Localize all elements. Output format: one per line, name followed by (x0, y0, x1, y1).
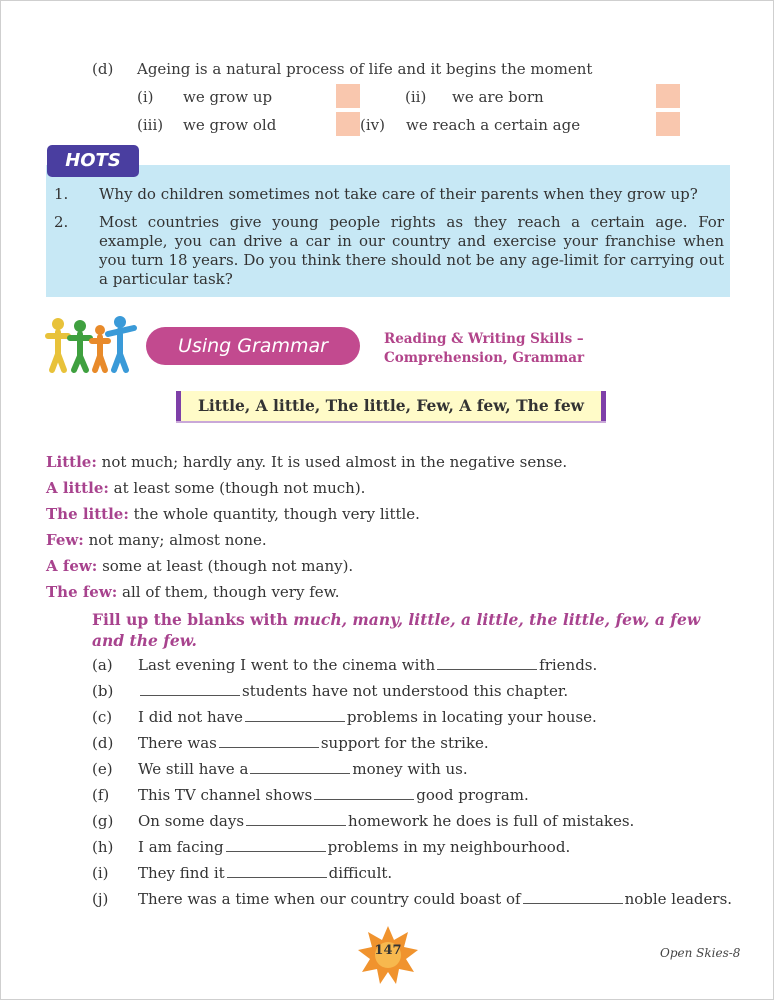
option-label: (i) (137, 88, 154, 106)
answer-blank[interactable] (227, 865, 327, 878)
option-answer-box[interactable] (336, 84, 360, 108)
item-label: (b) (92, 682, 114, 700)
book-title: Open Skies-8 (660, 946, 741, 960)
definition-text: the whole quantity, though very little. (128, 505, 420, 523)
skills-line: Reading & Writing Skills – (384, 331, 584, 347)
option-text: we reach a certain age (406, 116, 581, 134)
definition-text: not many; almost none. (83, 531, 267, 549)
item-label: (i) (92, 864, 109, 882)
hots-text: Why do children sometimes not take care of their parents when they grow up? (99, 185, 698, 203)
item-before: There was (138, 734, 217, 752)
answer-blank[interactable] (226, 839, 326, 852)
exercise-item (92, 734, 489, 752)
exercise-item (92, 812, 634, 830)
item-after: good program. (416, 786, 529, 804)
option-answer-box[interactable] (656, 84, 680, 108)
instruction-prefix: Fill up the blanks with (92, 610, 294, 629)
instruction-words: much, many, little, a little, the little, few, a few and the few. (92, 610, 701, 650)
hots-number: 1. (54, 185, 69, 203)
option-label: (iii) (137, 116, 164, 134)
item-label: (f) (92, 786, 110, 804)
definition (46, 505, 420, 523)
definition (46, 531, 267, 549)
item-before: This TV channel shows (138, 786, 313, 804)
skills-heading (384, 330, 614, 368)
answer-blank[interactable] (219, 735, 319, 748)
item-label: (c) (92, 708, 113, 726)
item-after: friends. (539, 656, 598, 674)
exercise-item (92, 656, 597, 674)
definition-term: A few: (46, 557, 98, 575)
item-after: students have not understood this chapter. (242, 682, 569, 700)
definition-term: The few: (46, 583, 118, 601)
item-after: problems in locating your house. (346, 708, 597, 726)
definition-text: some at least (though not many). (97, 557, 354, 575)
item-before: We still have a (138, 760, 249, 778)
definition-text: not much; hardly any. It is used almost in the negative sense. (96, 453, 568, 471)
exercise-item (92, 890, 732, 908)
item-label: (g) (92, 812, 114, 830)
definition (46, 583, 339, 601)
item-after: money with us. (352, 760, 468, 778)
definition-term: Little: (46, 453, 97, 471)
definition-term: A little: (46, 479, 109, 497)
hots-text: Most countries give young people rights as they reach a certain age. For example, you can drive a car in our country and exercise your franchise when you turn 18 years. Do you think there should not be any age-limit for carrying out a particular task? (99, 213, 724, 288)
answer-blank[interactable] (437, 657, 537, 670)
option-answer-box[interactable] (336, 112, 360, 136)
option-label: (ii) (405, 88, 427, 106)
answer-blank[interactable] (523, 891, 623, 904)
option-label: (iv) (360, 116, 385, 134)
item-before: I did not have (138, 708, 243, 726)
item-before: They find it (138, 864, 225, 882)
item-label: (h) (92, 838, 114, 856)
definition-text: at least some (though not much). (108, 479, 366, 497)
definition-term: Few: (46, 531, 84, 549)
exercise-item (92, 786, 529, 804)
children-group-icon (44, 314, 144, 374)
exercise-instruction (92, 609, 732, 651)
answer-blank[interactable] (250, 761, 350, 774)
skills-line: Comprehension, Grammar (384, 350, 585, 366)
item-after: homework he does is full of mistakes. (348, 812, 635, 830)
question-stem: Ageing is a natural process of life and it begins the moment (137, 60, 593, 78)
using-grammar-banner: Using Grammar (146, 327, 360, 365)
definition (46, 557, 353, 575)
item-after: noble leaders. (624, 890, 733, 908)
option-answer-box[interactable] (656, 112, 680, 136)
item-after: difficult. (328, 864, 393, 882)
exercise-item (92, 760, 468, 778)
exercise-item (92, 838, 570, 856)
item-after: problems in my neighbourhood. (327, 838, 571, 856)
exercise-item (92, 708, 597, 726)
definition (46, 479, 365, 497)
item-label: (a) (92, 656, 113, 674)
question-label: (d) (92, 60, 114, 78)
answer-blank[interactable] (140, 683, 240, 696)
answer-blank[interactable] (314, 787, 414, 800)
item-before: There was a time when our country could boast of (138, 890, 521, 908)
option-text: we are born (452, 88, 544, 106)
page-number: 147 (374, 943, 402, 958)
definition (46, 453, 567, 471)
answer-blank[interactable] (246, 813, 346, 826)
exercise-item (92, 864, 392, 882)
item-after: support for the strike. (320, 734, 489, 752)
item-label: (j) (92, 890, 109, 908)
item-label: (e) (92, 760, 113, 778)
option-text: we grow up (183, 88, 273, 106)
option-text: we grow old (183, 116, 277, 134)
item-before: Last evening I went to the cinema with (138, 656, 436, 674)
definition-term: The little: (46, 505, 129, 523)
item-label: (d) (92, 734, 114, 752)
hots-number: 2. (54, 213, 69, 231)
exercise-item (92, 682, 568, 700)
topic-title: Little, A little, The little, Few, A few, The few (176, 391, 606, 421)
definition-text: all of them, though very few. (117, 583, 340, 601)
item-before: On some days (138, 812, 245, 830)
answer-blank[interactable] (245, 709, 345, 722)
item-before: I am facing (138, 838, 224, 856)
hots-tab: HOTS (47, 145, 139, 177)
